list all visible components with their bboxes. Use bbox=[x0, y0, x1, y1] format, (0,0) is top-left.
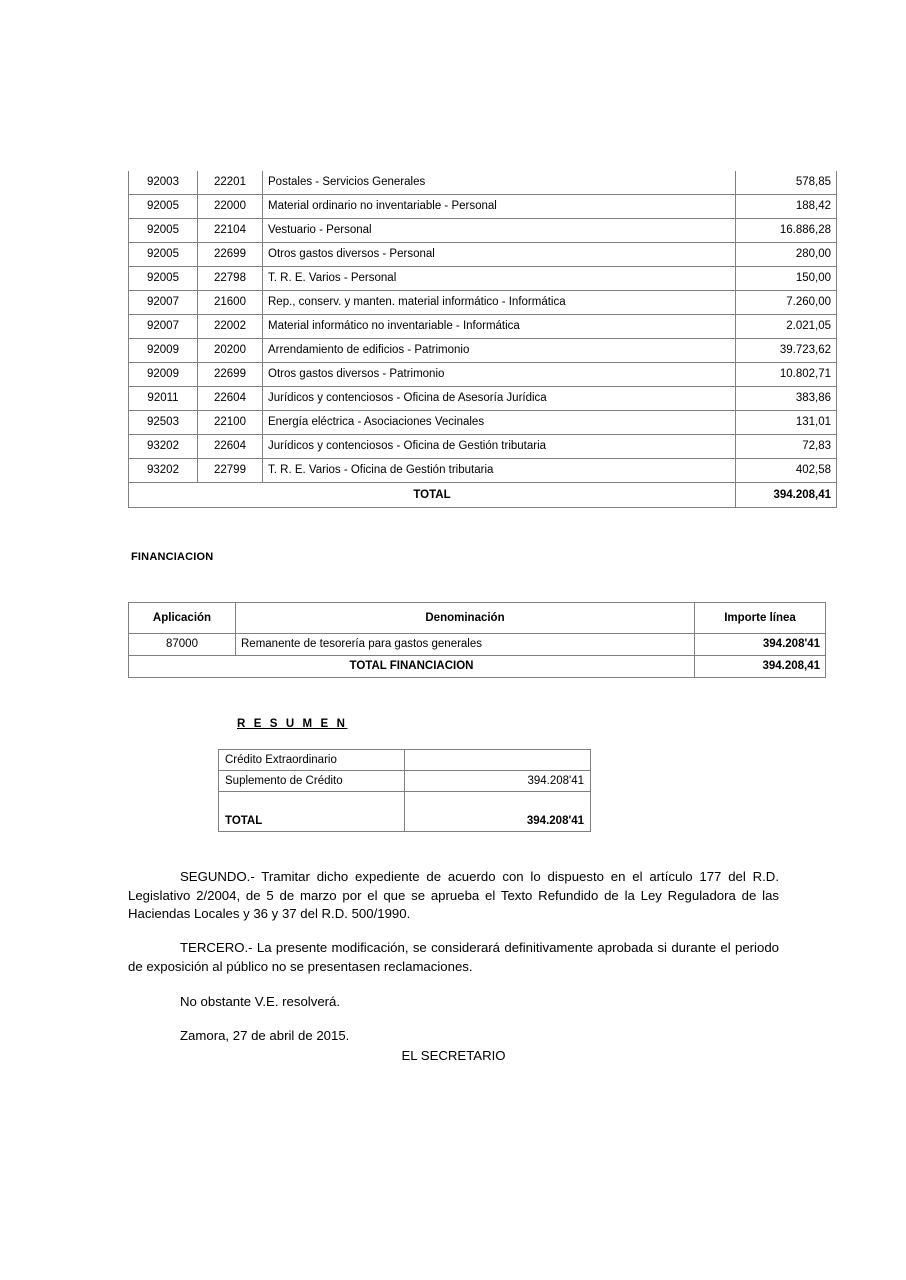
cell-importe: 383,86 bbox=[736, 387, 837, 411]
gastos-total-row bbox=[129, 483, 837, 508]
paragraph-no-obstante: No obstante V.E. resolverá. bbox=[180, 994, 341, 1010]
cell-denominacion: Vestuario - Personal bbox=[263, 219, 736, 243]
cell-importe: 402,58 bbox=[736, 459, 837, 483]
cell-denominacion: Postales - Servicios Generales bbox=[263, 171, 736, 195]
cell-importe: 39.723,62 bbox=[736, 339, 837, 363]
cell-aplicacion: 93202 bbox=[129, 435, 198, 459]
cell-aplicacion: 87000 bbox=[129, 634, 236, 656]
cell-economica: 22104 bbox=[198, 219, 263, 243]
financiacion-table-head bbox=[129, 603, 826, 634]
cell-importe: 394.208'41 bbox=[695, 634, 826, 656]
cell-aplicacion: 92005 bbox=[129, 195, 198, 219]
resumen-heading: R E S U M E N bbox=[237, 718, 348, 730]
table-row bbox=[129, 219, 837, 243]
cell-economica: 22000 bbox=[198, 195, 263, 219]
resumen-table bbox=[218, 749, 591, 832]
cell-aplicacion: 92007 bbox=[129, 291, 198, 315]
gastos-table-body bbox=[129, 171, 837, 508]
table-row bbox=[219, 750, 591, 771]
table-row bbox=[129, 243, 837, 267]
resumen-table-body bbox=[219, 750, 591, 832]
table-row bbox=[129, 339, 837, 363]
cell-economica: 22604 bbox=[198, 435, 263, 459]
cell-economica: 22100 bbox=[198, 411, 263, 435]
paragraph-lugar-fecha: Zamora, 27 de abril de 2015. bbox=[180, 1028, 350, 1044]
cell-denominacion: Energía eléctrica - Asociaciones Vecinales bbox=[263, 411, 736, 435]
cell-importe: 72,83 bbox=[736, 435, 837, 459]
cell-importe: 16.886,28 bbox=[736, 219, 837, 243]
gastos-total-label: TOTAL bbox=[129, 483, 736, 508]
cell-denominacion: Rep., conserv. y manten. material informático - Informática bbox=[263, 291, 736, 315]
cell-aplicacion: 93202 bbox=[129, 459, 198, 483]
table-row bbox=[219, 771, 591, 792]
table-row bbox=[129, 315, 837, 339]
gastos-table bbox=[128, 171, 837, 508]
cell-economica: 22699 bbox=[198, 363, 263, 387]
cell-denominacion: Remanente de tesorería para gastos generales bbox=[236, 634, 695, 656]
table-row bbox=[129, 363, 837, 387]
cell-aplicacion: 92009 bbox=[129, 363, 198, 387]
financiacion-heading: FINANCIACION bbox=[131, 551, 214, 563]
financiacion-total-row bbox=[129, 656, 826, 678]
cell-economica: 22002 bbox=[198, 315, 263, 339]
cell-denominacion: Material ordinario no inventariable - Personal bbox=[263, 195, 736, 219]
cell-aplicacion: 92503 bbox=[129, 411, 198, 435]
cell-economica: 22699 bbox=[198, 243, 263, 267]
cell-importe: 578,85 bbox=[736, 171, 837, 195]
cell-denominacion: T. R. E. Varios - Personal bbox=[263, 267, 736, 291]
header-aplicacion: Aplicación bbox=[129, 603, 236, 634]
cell-aplicacion: 92005 bbox=[129, 243, 198, 267]
cell-importe: 10.802,71 bbox=[736, 363, 837, 387]
table-row bbox=[129, 291, 837, 315]
financiacion-table bbox=[128, 602, 826, 678]
cell-valor bbox=[405, 750, 591, 771]
cell-aplicacion: 92005 bbox=[129, 219, 198, 243]
cell-economica: 22799 bbox=[198, 459, 263, 483]
cell-importe: 131,01 bbox=[736, 411, 837, 435]
table-header-row bbox=[129, 603, 826, 634]
table-row bbox=[129, 435, 837, 459]
signature-line-secretario: EL SECRETARIO bbox=[401, 1048, 506, 1063]
cell-economica: 22604 bbox=[198, 387, 263, 411]
cell-denominacion: Jurídicos y contenciosos - Oficina de Asesoría Jurídica bbox=[263, 387, 736, 411]
cell-economica: 22798 bbox=[198, 267, 263, 291]
cell-denominacion: Jurídicos y contenciosos - Oficina de Gestión tributaria bbox=[263, 435, 736, 459]
cell-concepto: Crédito Extraordinario bbox=[219, 750, 405, 771]
resumen-total-row bbox=[219, 792, 591, 832]
cell-economica: 20200 bbox=[198, 339, 263, 363]
table-row bbox=[129, 411, 837, 435]
cell-denominacion: Arrendamiento de edificios - Patrimonio bbox=[263, 339, 736, 363]
cell-denominacion: Material informático no inventariable - Informática bbox=[263, 315, 736, 339]
table-row bbox=[129, 387, 837, 411]
cell-denominacion: Otros gastos diversos - Patrimonio bbox=[263, 363, 736, 387]
cell-aplicacion: 92005 bbox=[129, 267, 198, 291]
cell-aplicacion: 92007 bbox=[129, 315, 198, 339]
header-importe-linea: Importe línea bbox=[695, 603, 826, 634]
financiacion-total-label: TOTAL FINANCIACION bbox=[129, 656, 695, 678]
cell-aplicacion: 92009 bbox=[129, 339, 198, 363]
cell-denominacion: T. R. E. Varios - Oficina de Gestión tributaria bbox=[263, 459, 736, 483]
cell-aplicacion: 92011 bbox=[129, 387, 198, 411]
resumen-total-value: 394.208'41 bbox=[405, 792, 591, 832]
table-row bbox=[129, 195, 837, 219]
table-row bbox=[129, 634, 826, 656]
table-row bbox=[129, 171, 837, 195]
paragraph-segundo: SEGUNDO.- Tramitar dicho expediente de acuerdo con lo dispuesto en el artículo 177 del R.D. Legislativo 2/2004, de 5 de marzo por el que se aprueba el Texto Refundido de la Ley Reguladora de las Haciendas Locales y 36 y 37 del R.D. 500/1990. bbox=[128, 869, 779, 922]
cell-valor: 394.208'41 bbox=[405, 771, 591, 792]
table-row bbox=[129, 459, 837, 483]
cell-denominacion: Otros gastos diversos - Personal bbox=[263, 243, 736, 267]
cell-importe: 2.021,05 bbox=[736, 315, 837, 339]
cell-importe: 150,00 bbox=[736, 267, 837, 291]
resumen-total-label: TOTAL bbox=[219, 792, 405, 832]
financiacion-table-body bbox=[129, 634, 826, 678]
paragraph-tercero: TERCERO.- La presente modificación, se considerará definitivamente aprobada si durante el periodo de exposición al público no se presentasen reclamaciones. bbox=[128, 940, 779, 974]
cell-economica: 22201 bbox=[198, 171, 263, 195]
financiacion-total-amount: 394.208,41 bbox=[695, 656, 826, 678]
cell-economica: 21600 bbox=[198, 291, 263, 315]
cell-importe: 7.260,00 bbox=[736, 291, 837, 315]
table-row bbox=[129, 267, 837, 291]
cell-importe: 280,00 bbox=[736, 243, 837, 267]
header-denominacion: Denominación bbox=[236, 603, 695, 634]
cell-concepto: Suplemento de Crédito bbox=[219, 771, 405, 792]
gastos-total-amount: 394.208,41 bbox=[736, 483, 837, 508]
cell-importe: 188,42 bbox=[736, 195, 837, 219]
cell-aplicacion: 92003 bbox=[129, 171, 198, 195]
